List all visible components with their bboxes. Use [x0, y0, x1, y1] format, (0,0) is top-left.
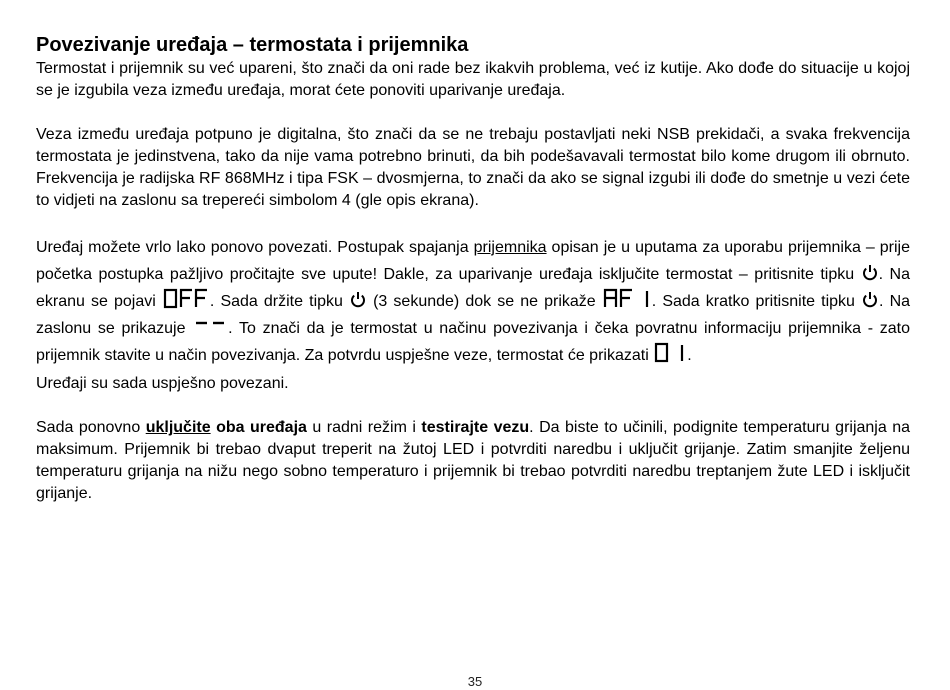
emphasis-bold: oba uređaja	[210, 419, 307, 436]
text: opisan je u uputama za uporabu prijemnika – prije početka postupka pažljivo pročitajte sve upute! Dakle, za uparivanje uređaja isključite termostat – pritisnite tipku	[36, 239, 911, 283]
text: . Sada kratko pritisnite tipku	[651, 293, 862, 310]
paragraph-connection-info: Veza između uređaja potpuno je digitalna, što znači da se ne trebaju postavljati neki NSB prekidači, a svaka frekvencija termostata je jedinstvena, tako da nije vama potrebno brinuti, da bih podešavavali termostat bilo kome drugom ili obrnuto. Frekvencija je radijska RF 868MHz i tipa FSK – dvosmjerna, to znači da ako se signal izgubi ili dođe do smetnje u vezi ćete to vidjeti na zaslonu sa trepereći simbolom 4 (gle opis ekrana).	[36, 126, 910, 209]
emphasis-underlined: uključite	[145, 419, 211, 436]
display-code-af	[603, 288, 651, 310]
page-number: 35	[467, 674, 483, 689]
text: Sada ponovno	[36, 419, 146, 436]
power-icon	[862, 291, 878, 308]
display-code-dashes	[193, 315, 227, 337]
display-code-ok	[654, 342, 686, 364]
text: . Na zaslonu se prikazuje	[36, 293, 911, 337]
text: u radni režim i	[306, 419, 422, 436]
text: . Da biste to učinili, podignite temperaturu grijanja na maksimum. Prijemnik bi trebao dvaput treperit na žutoj LED i potvrditi naredbu i uključit grijanje. Zatim smanjite željenu temperaturu grijanja na nižu nego sobno temperaturo i prijemnik bi trebao potvrditi naredbu treptanjem žute LED i isključit grijanje.	[36, 419, 911, 502]
power-icon	[862, 264, 878, 281]
display-code-off	[163, 288, 209, 310]
text: (3 sekunde) dok se ne prikaže	[367, 293, 602, 310]
text: Uređaj možete vrlo lako ponovo povezati. Postupak spajanja	[36, 239, 474, 256]
receiver-link-text: prijemnika	[473, 239, 547, 256]
text: . To znači da je termostat u načinu povezivanja i čeka povratnu informaciju prijemnika - zato prijemnik stavite u način povezivanja. Za potvrdu uspješne veze, termostat će prikazati	[36, 320, 910, 364]
text: . Sada držite tipku	[209, 293, 350, 310]
text: .	[687, 347, 692, 364]
paragraph-test	[36, 417, 910, 505]
text: . Na ekranu se pojavi	[36, 266, 910, 310]
paragraph-intro: Termostat i prijemnik su već upareni, što znači da oni rade bez ikakvih problema, već iz kutije. Ako dođe do situacije u kojoj se je izgubila veza između uređaja, morat ćete ponoviti uparivanje uređaja.	[36, 60, 910, 99]
paragraph-success: Uređaji su sada uspješno povezani.	[36, 375, 289, 392]
page-content	[36, 32, 910, 505]
section-title: Povezivanje uređaja – termostata i prijemnika	[36, 34, 469, 56]
power-icon	[350, 291, 366, 308]
paragraph-pairing-steps	[36, 234, 910, 369]
emphasis-bold: testirajte vezu	[421, 419, 530, 436]
